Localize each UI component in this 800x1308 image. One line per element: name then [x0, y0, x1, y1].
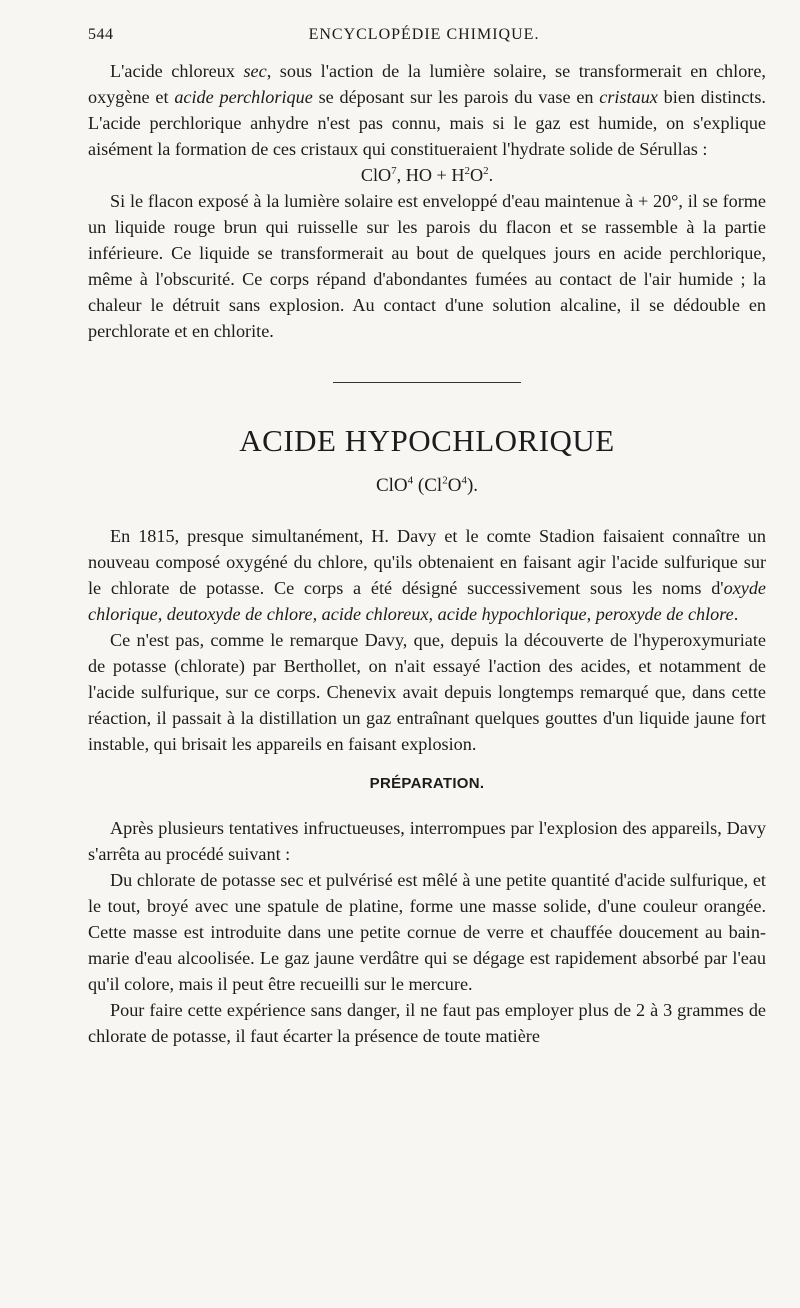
- subsection-title: PRÉPARATION.: [369, 775, 485, 792]
- formula-part: ).: [466, 475, 479, 496]
- section-title: ACIDE HYPOCHLORIQUE: [239, 423, 615, 458]
- text-run: se déposant sur les parois du vase en: [312, 87, 600, 107]
- formula-part: ClO: [360, 165, 392, 185]
- formula-part: , HO + H: [396, 165, 465, 185]
- italic-term: oxyde chlorique, deutoxyde de chlore, acide chloreux, acide hypochlorique, peroxyde de chlore: [88, 578, 766, 624]
- running-title: ENCYCLOPÉDIE CHIMIQUE.: [308, 26, 540, 43]
- formula-sup: 7: [391, 164, 397, 177]
- paragraph-flacon: Si le flacon exposé à la lumière solaire est enveloppé d'eau maintenue à + 20°, il se forme un liquide rouge brun qui ruisselle sur les parois du flacon et se rassemble à la partie inférieure. Ce liquide se transformerait au bout de quelques jours en acide perchlorique, même à l'obscurité. Ce corps répand d'abondantes fumées au contact de l'air humide ; la chaleur le détruit sans explosion. Au contact d'une solution alcaline, il se dédouble en perchlorate et en chlorite.: [88, 191, 766, 341]
- text-run: , sous l'action de la lumière solaire, se transformerait en chlore, oxygène et: [88, 61, 766, 107]
- text-run: bien distincts. L'acide perchlorique anhydre n'est pas connu, mais si le gaz est humide, on s'explique aisément la formation de ces cristaux qui constitueraient l'hydrate solide de Sérullas :: [88, 87, 766, 159]
- italic-term: cristaux: [599, 87, 658, 107]
- page-number: 544: [88, 26, 114, 43]
- formula-sup: 4: [461, 474, 467, 487]
- formula-sup: 2: [464, 164, 470, 177]
- paragraph-davy: Ce n'est pas, comme le remarque Davy, que, depuis la découverte de l'hyperoxymuriate de potasse (chlorate) par Berthollet, on n'ait essayé l'action des acides, et notamment de l'acide sulfurique, sur ce corps. Chenevix avait depuis longtemps remarqué que, dans cette réaction, il passait à la distillation un gaz entraînant quelques gouttes d'un liquide jaune fort instable, qui brisait les appareils en faisant explosion.: [88, 630, 766, 754]
- formula-part: O: [447, 475, 462, 496]
- text-run: L'acide chloreux: [110, 61, 244, 81]
- formula-part: O: [470, 165, 484, 185]
- section-divider: [333, 382, 521, 383]
- formula-sup: 4: [407, 474, 414, 487]
- formula-sup: 2: [483, 164, 489, 177]
- paragraph-procedure: Du chlorate de potasse sec et pulvérisé est mêlé à une petite quantité d'acide sulfurique, et le tout, broyé avec une spatule de platine, forme une masse solide, d'une couleur orangée. Cette masse est introduite dans une petite cornue de verre et chauffée doucement au bain-marie d'eau alcoolisée. Le gaz jaune verdâtre qui se dégage est rapidement absorbé par l'eau qu'il colore, mais il peut être recueilli sur le mercure.: [88, 870, 766, 994]
- page-body: [88, 58, 766, 1049]
- paragraph-precaution: Pour faire cette expérience sans danger, il ne faut pas employer plus de 2 à 3 grammes de chlorate de potasse, il faut écarter la présence de toute matière: [88, 1000, 766, 1046]
- paragraph-acide-chloreux: [88, 58, 766, 162]
- italic-term: sec: [243, 61, 267, 81]
- formula-sup: 2: [442, 474, 448, 487]
- section-formula: [88, 473, 766, 499]
- paragraph-history: [88, 523, 766, 627]
- text-run: .: [733, 604, 739, 624]
- formula-part: ClO: [375, 475, 408, 496]
- formula-hydrate: [88, 162, 766, 188]
- text-run: En 1815, presque simultanément, H. Davy et le comte Stadion faisaient connaître un nouveau composé oxygéné du chlore, qu'ils obtenaient en faisant agir l'acide sulfurique sur le chlorate de potasse. Ce corps a été désigné successivement sous les noms d': [88, 526, 766, 598]
- formula-part: (Cl: [413, 475, 443, 496]
- page-header: [88, 26, 760, 52]
- paragraph-tentatives: Après plusieurs tentatives infructueuses, interrompues par l'explosion des appareils, Davy s'arrêta au procédé suivant :: [88, 818, 766, 864]
- formula-part: .: [488, 165, 494, 185]
- italic-term: acide perchlorique: [174, 87, 313, 107]
